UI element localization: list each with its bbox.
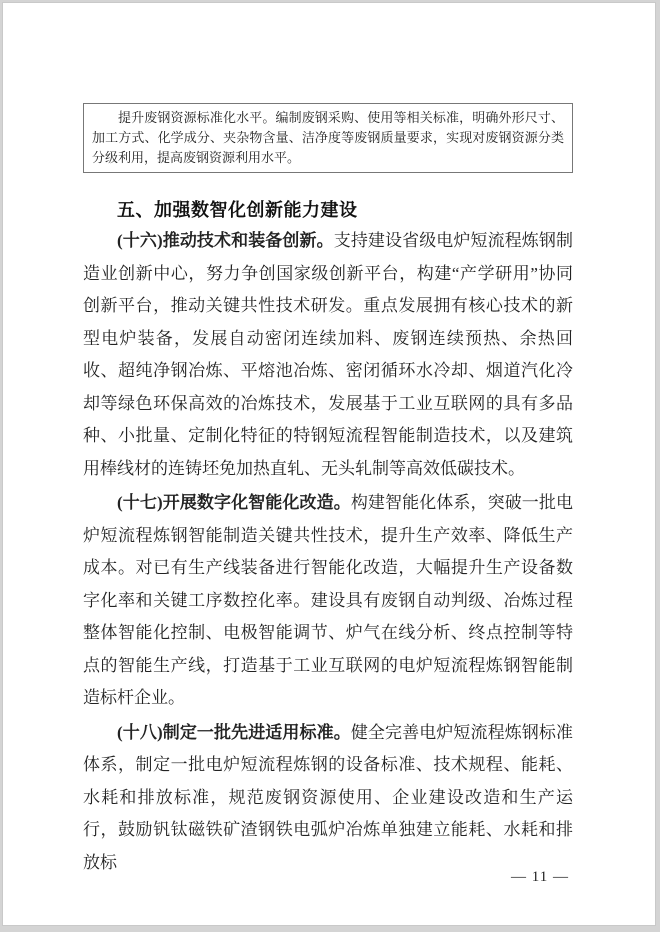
callout-box [83, 103, 573, 173]
paragraph-17-body: 构建智能化体系，突破一批电炉短流程炼钢智能制造关键共性技术，提升生产效率、降低生产成本。对已有生产线装备进行智能化改造，大幅提升生产设备数字化率和关键工序数控化率。建设具有废钢自动判级、冶炼过程整体智能化控制、电极智能调节、炉气在线分析、终点控制等特点的智能生产线，打造基于工业互联网的电炉短流程炼钢智能制造标杆企业。 [83, 493, 573, 707]
paragraph-18-body: 健全完善电炉短流程炼钢标准体系，制定一批电炉短流程炼钢的设备标准、技术规程、能耗、水耗和排放标准，规范废钢资源使用、企业建设改造和生产运行，鼓励钒钛磁铁矿渣钢铁电弧炉冶炼单独建立能耗、水耗和排放标 [83, 722, 573, 872]
paragraph-16 [83, 225, 573, 485]
paragraph-18 [83, 717, 573, 880]
paragraph-18-lead: (十八)制定一批先进适用标准。 [117, 722, 351, 742]
paragraph-16-lead: (十六)推动技术和装备创新。 [117, 231, 334, 250]
document-page [2, 2, 656, 926]
page-number: — 11 — [511, 869, 569, 885]
section-heading: 五、加强数智化创新能力建设 [117, 200, 358, 220]
paragraph-17-lead: (十七)开展数字化智能化改造。 [117, 493, 351, 512]
paragraph-17 [83, 487, 573, 715]
paragraph-16-body: 支持建设省级电炉短流程炼钢制造业创新中心，努力争创国家级创新平台，构建“产学研用”协同创新平台，推动关键共性技术研发。重点发展拥有核心技术的新型电炉装备，发展自动密闭连续加料、废钢连续预热、余热回收、超纯净钢冶炼、平熔池冶炼、密闭循环水冷却、烟道汽化冷却等绿色环保高效的冶炼技术，发展基于工业互联网的具有多品种、小批量、定制化特征的特钢短流程智能制造技术，以及建筑用棒线材的连铸坯免加热直轧、无头轧制等高效低碳技术。 [83, 231, 574, 478]
callout-text: 提升废钢资源标准化水平。编制废钢采购、使用等相关标准，明确外形尺寸、加工方式、化学成分、夹杂物含量、洁净度等废钢质量要求，实现对废钢资源分类分级利用，提高废钢资源利用水平。 [92, 110, 564, 165]
